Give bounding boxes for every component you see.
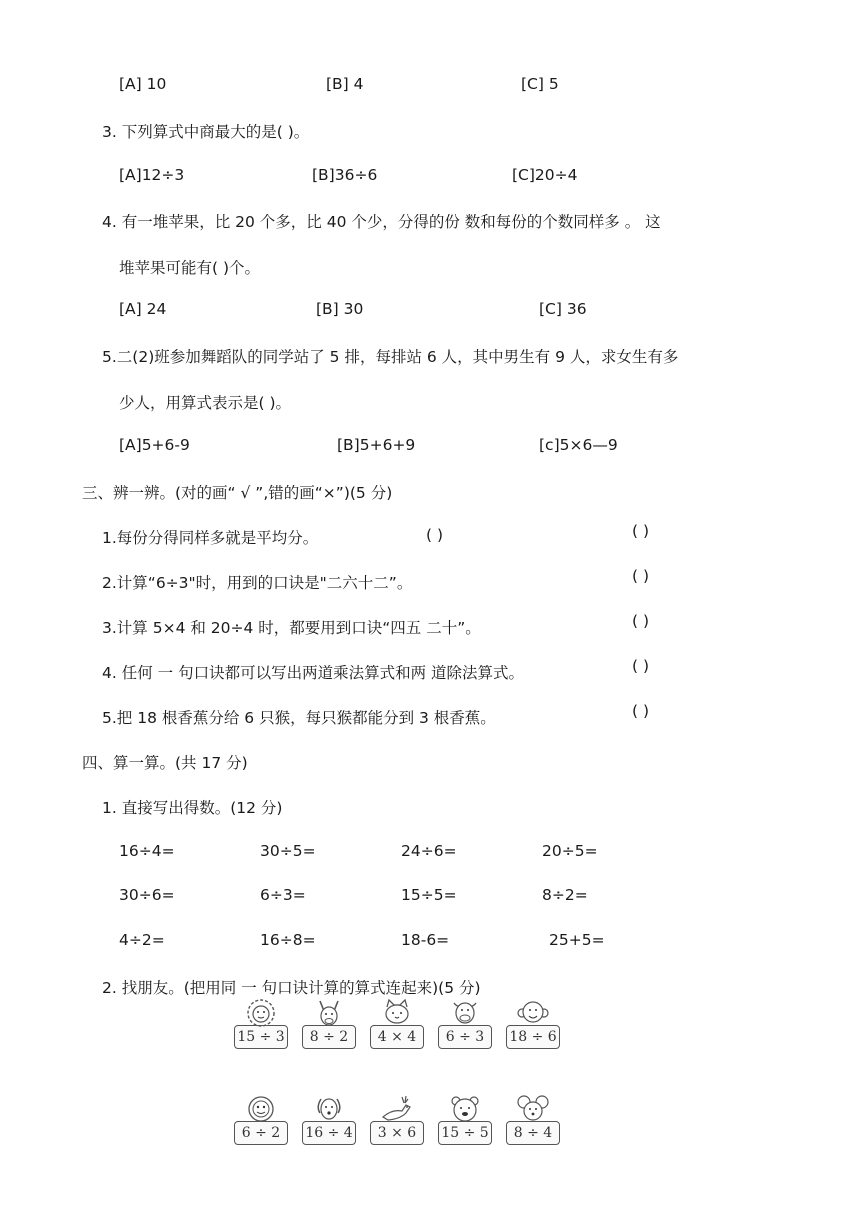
deer-icon <box>380 1093 414 1123</box>
judge-item-2: 2.计算“6÷3"时，用到的口诀是"二六十二”。 <box>102 574 413 592</box>
judge-item-5: 5.把 18 根香蕉分给 6 只猴，每只猴都能分到 3 根香蕉。 <box>102 709 496 727</box>
donkey-icon <box>312 997 346 1027</box>
calc-cell: 15÷5= <box>401 886 457 904</box>
friend-card-top-5[interactable] <box>504 997 562 1049</box>
cow-icon <box>448 997 482 1027</box>
friend-card-top-1[interactable] <box>232 997 290 1049</box>
judge-answer-5[interactable]: ( ) <box>632 702 650 720</box>
q3-stem: 3. 下列算式中商最大的是( )。 <box>102 123 310 141</box>
friend-card-bottom-5[interactable] <box>504 1093 562 1145</box>
judge-answer-2[interactable]: ( ) <box>632 567 650 585</box>
q4-stem-line1: 4. 有一堆苹果，比 20 个多，比 40 个少，分得的份 数和每份的个数同样多 。 这 <box>102 213 661 231</box>
friend-expr: 8 ÷ 2 <box>302 1025 356 1049</box>
q5-stem-line1: 5.二(2)班参加舞蹈队的同学站了 5 排，每排站 6 人，其中男生有 9 人，求女生有多 <box>102 348 679 366</box>
q4-option-b: [B] 30 <box>316 300 364 318</box>
rabbit-icon <box>244 1093 278 1123</box>
bear-icon <box>448 1093 482 1123</box>
friend-expr: 18 ÷ 6 <box>506 1025 560 1049</box>
q3-option-b: [B]36÷6 <box>312 166 378 184</box>
friend-expr: 15 ÷ 5 <box>438 1121 492 1145</box>
calc-cell: 20÷5= <box>542 842 598 860</box>
section4-part1-title: 1. 直接写出得数。(12 分) <box>102 799 283 817</box>
judge-answer-3[interactable]: ( ) <box>632 612 650 630</box>
friend-expr: 4 × 4 <box>370 1025 424 1049</box>
friend-expr: 6 ÷ 3 <box>438 1025 492 1049</box>
friend-card-bottom-4[interactable] <box>436 1093 494 1145</box>
friend-card-bottom-1[interactable] <box>232 1093 290 1145</box>
q2-option-c: [C] 5 <box>521 75 559 93</box>
q4-option-c: [C] 36 <box>539 300 587 318</box>
cat-icon <box>380 997 414 1027</box>
friend-card-top-4[interactable] <box>436 997 494 1049</box>
calc-cell: 30÷5= <box>260 842 316 860</box>
section4-title: 四、算一算。(共 17 分) <box>82 754 248 772</box>
calc-cell: 24÷6= <box>401 842 457 860</box>
friend-card-bottom-3[interactable] <box>368 1093 426 1145</box>
friend-expr: 3 × 6 <box>370 1121 424 1145</box>
judge-answer-4[interactable]: ( ) <box>632 657 650 675</box>
q5-option-b: [B]5+6+9 <box>337 436 416 454</box>
q5-stem-line2: 少人，用算式表示是( )。 <box>119 394 292 412</box>
dog-icon <box>312 1093 346 1123</box>
calc-cell: 4÷2= <box>119 931 165 949</box>
judge-item-4: 4. 任何 一 句口诀都可以写出两道乘法算式和两 道除法算式。 <box>102 664 524 682</box>
lion-icon <box>244 997 278 1027</box>
section3-title: 三、辨一辨。(对的画“ √ ”,错的画“×”)(5 分) <box>82 484 393 502</box>
calc-cell: 6÷3= <box>260 886 306 904</box>
q4-option-a: [A] 24 <box>119 300 167 318</box>
calc-cell: 8÷2= <box>542 886 588 904</box>
judge-answer-1[interactable]: ( ) <box>632 522 650 540</box>
calc-cell: 16÷4= <box>119 842 175 860</box>
q2-option-a: [A] 10 <box>119 75 167 93</box>
q5-option-a: [A]5+6-9 <box>119 436 190 454</box>
friend-expr: 8 ÷ 4 <box>506 1121 560 1145</box>
judge-extra-paren: ( ) <box>426 526 444 544</box>
friend-card-top-3[interactable] <box>368 997 426 1049</box>
calc-cell: 30÷6= <box>119 886 175 904</box>
calc-cell: 18-6= <box>401 931 450 949</box>
q4-stem-line2: 堆苹果可能有( )个。 <box>119 259 261 277</box>
q5-option-c: [c]5×6—9 <box>539 436 618 454</box>
monkey-icon <box>516 997 550 1027</box>
friend-card-bottom-2[interactable] <box>300 1093 358 1145</box>
friend-expr: 16 ÷ 4 <box>302 1121 356 1145</box>
calc-cell: 16÷8= <box>260 931 316 949</box>
calc-cell: 25+5= <box>549 931 605 949</box>
q2-option-b: [B] 4 <box>326 75 364 93</box>
mouse-icon <box>516 1093 550 1123</box>
q3-option-a: [A]12÷3 <box>119 166 185 184</box>
friends-top-row <box>232 997 564 1057</box>
q3-option-c: [C]20÷4 <box>512 166 578 184</box>
judge-item-1: 1.每份分得同样多就是平均分。 <box>102 529 319 547</box>
friends-bottom-row <box>232 1093 564 1153</box>
friend-expr: 15 ÷ 3 <box>234 1025 288 1049</box>
section4-part2-title: 2. 找朋友。(把用同 一 句口诀计算的算式连起来)(5 分) <box>102 979 481 997</box>
friend-expr: 6 ÷ 2 <box>234 1121 288 1145</box>
friend-card-top-2[interactable] <box>300 997 358 1049</box>
judge-item-3: 3.计算 5×4 和 20÷4 时，都要用到口诀“四五 二十”。 <box>102 619 481 637</box>
